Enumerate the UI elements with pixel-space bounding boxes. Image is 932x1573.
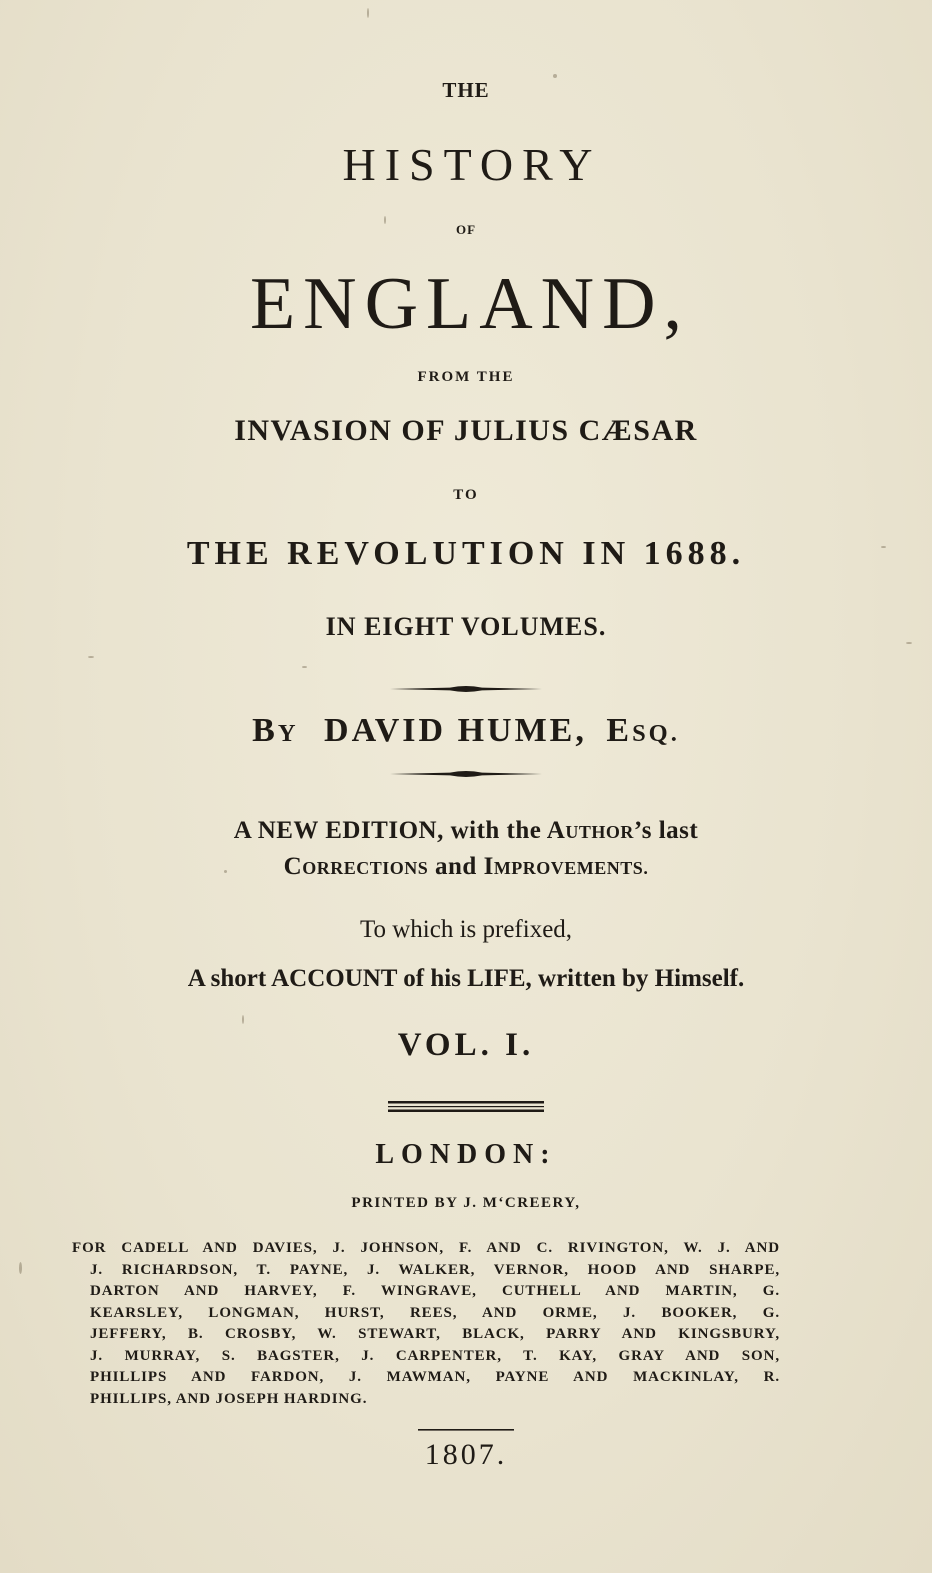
subtitle-invasion: INVASION OF JULIUS CÆSAR [234,414,698,447]
paper-speck [881,546,886,548]
publishers-imprint [72,1238,780,1410]
imprint-line: J. MURRAY, S. BAGSTER, J. CARPENTER, T. KAY, GRAY AND SON, [90,1347,780,1364]
title-england: ENGLAND, [249,263,691,345]
paper-speck [906,642,912,644]
paper-speck [367,8,369,18]
title-history: HISTORY [342,139,602,190]
printer-line: PRINTED BY J. M‘CREERY, [351,1195,581,1211]
volume-number: VOL. I. [397,1027,535,1063]
edition-line-1: A NEW EDITION, with the AUTHOR’s last [233,817,699,844]
author-line [0,712,932,750]
subtitle-revolution: THE REVOLUTION IN 1688. [186,535,746,572]
imprint-line: JEFFERY, B. CROSBY, W. STEWART, BLACK, PARRY AND KINGSBURY, [90,1326,780,1342]
author-esq: ESQ. [606,712,680,749]
imprint-line: DARTON AND HARVEY, F. WINGRAVE, CUTHELL AND MARTIN, G. [90,1283,780,1299]
paper-speck [384,216,386,224]
title-the: THE [442,78,490,102]
double-rule [388,1099,544,1113]
paper-speck [224,870,227,873]
imprint-line: PHILLIPS AND FARDON, J. MAWMAN, PAYNE AND MACKINLAY, R. [90,1369,780,1385]
imprint-line: FOR CADELL AND DAVIES, J. JOHNSON, F. AND C. RIVINGTON, W. J. AND [72,1240,780,1256]
volumes-note: IN EIGHT VOLUMES. [325,612,607,641]
account-note: A short ACCOUNT of his LIFE, written by Himself. [187,965,745,992]
imprint-line: J. RICHARDSON, T. PAYNE, J. WALKER, VERNOR, HOOD AND SHARPE, [90,1261,780,1278]
imprint-line: PHILLIPS, AND JOSEPH HARDING. [90,1390,368,1407]
ornamental-rule-upper [390,683,542,695]
imprint-line: KEARSLEY, LONGMAN, HURST, REES, AND ORME, J. BOOKER, G. [90,1304,780,1321]
year-rule [418,1428,514,1432]
author-by: BY [252,712,299,749]
paper-speck [553,74,557,78]
title-of: OF [455,222,477,237]
paper-speck [302,666,307,668]
imprint-city: LONDON: [375,1139,557,1170]
prefixed-note: To which is prefixed, [359,916,573,943]
subtitle-to: TO [453,487,479,503]
edition-line-2: CORRECTIONS and IMPROVEMENTS. [283,853,649,880]
author-name: DAVID HUME, [324,712,587,749]
paper-speck [88,656,94,658]
paper-speck [242,1015,244,1024]
subtitle-from-the: FROM THE [417,369,515,385]
publication-year: 1807. [424,1438,508,1471]
paper-speck [19,1262,22,1274]
ornamental-rule-lower [390,768,542,780]
